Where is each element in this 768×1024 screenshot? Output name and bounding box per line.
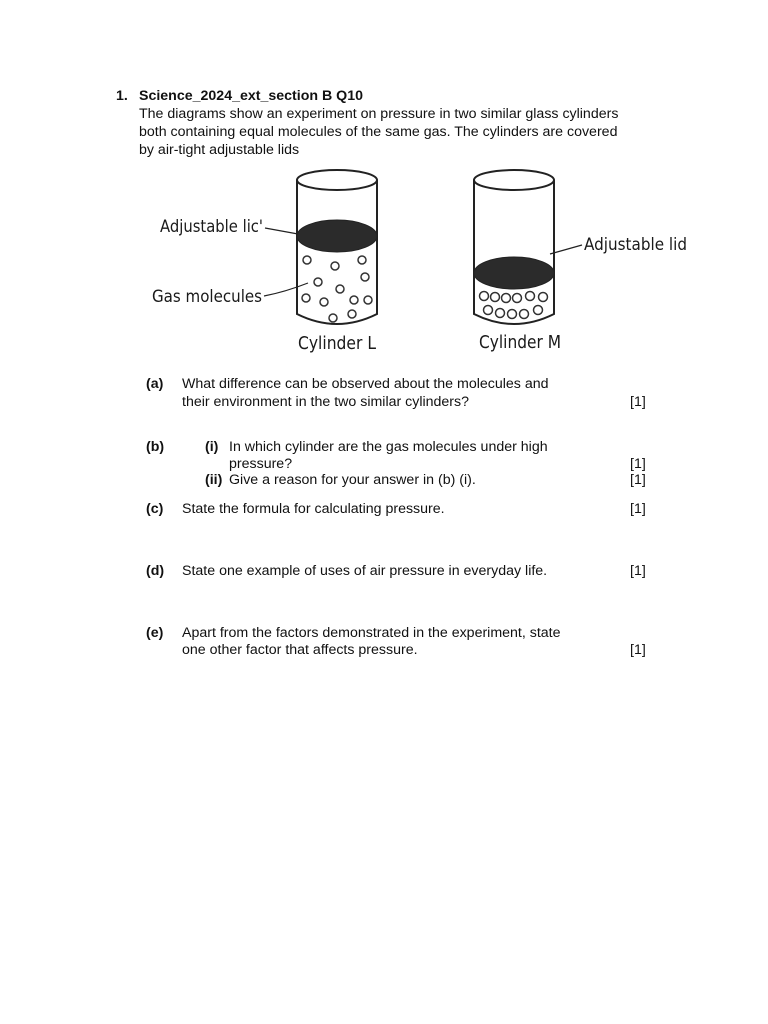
part-c-marks: [1] — [630, 501, 646, 517]
gas-molecule — [361, 273, 369, 281]
part-a-question-line-1: What difference can be observed about the molecules and — [182, 376, 549, 392]
question-intro-line-3: by air-tight adjustable lids — [139, 142, 300, 158]
cylinder-m-lid — [474, 257, 554, 289]
gas-molecule — [320, 298, 328, 306]
part-e-label: (e) — [146, 625, 164, 641]
cylinder-m-rim — [474, 170, 554, 190]
gas-molecule — [331, 262, 339, 270]
experiment-diagram — [140, 162, 700, 362]
cylinder-l-gas-molecules — [302, 256, 372, 322]
gas-molecule — [508, 310, 517, 319]
cylinder-m-body — [474, 180, 554, 324]
gas-molecule — [364, 296, 372, 304]
part-b-label: (b) — [146, 439, 165, 455]
cylinder-l-lid-label: Adjustable lic' — [160, 217, 263, 237]
part-e-question-line-1: Apart from the factors demonstrated in the experiment, state — [182, 625, 561, 641]
cylinder-l-rim — [297, 170, 377, 190]
cylinder-l-lid — [297, 220, 377, 252]
question-intro-line-1: The diagrams show an experiment on pressure in two similar glass cylinders — [139, 106, 619, 122]
part-a-marks: [1] — [630, 394, 646, 410]
gas-molecule — [534, 306, 543, 315]
cylinder-l-molecules-pointer — [264, 283, 308, 296]
part-a-question-line-2: their environment in the two similar cylinders? — [182, 394, 470, 410]
part-a-label: (a) — [146, 376, 164, 392]
cylinder-m-gas-molecules — [480, 292, 548, 319]
gas-molecule — [303, 256, 311, 264]
gas-molecule — [502, 294, 511, 303]
question-number: 1. — [116, 88, 128, 104]
part-d-label: (d) — [146, 563, 165, 579]
part-d-question: State one example of uses of air pressure in everyday life. — [182, 563, 548, 579]
cylinder-l-molecules-label: Gas molecules — [152, 287, 263, 307]
gas-molecule — [348, 310, 356, 318]
part-b-ii-label: (ii) — [205, 472, 223, 488]
cylinder-m-caption: Cylinder M — [479, 332, 561, 353]
cylinder-l — [152, 170, 377, 354]
part-b-ii-question: Give a reason for your answer in (b) (i). — [229, 472, 476, 488]
part-b-i-marks: [1] — [630, 456, 646, 472]
gas-molecule — [539, 293, 548, 302]
part-b-ii-marks: [1] — [630, 472, 646, 488]
question-intro-line-2: both containing equal molecules of the same gas. The cylinders are covered — [139, 124, 618, 140]
part-b-i-question-line-1: In which cylinder are the gas molecules under high — [229, 439, 548, 455]
gas-molecule — [350, 296, 358, 304]
gas-molecule — [513, 294, 522, 303]
gas-molecule — [314, 278, 322, 286]
part-e-marks: [1] — [630, 642, 646, 658]
cylinder-l-caption: Cylinder L — [298, 333, 376, 354]
gas-molecule — [329, 314, 337, 322]
part-c-label: (c) — [146, 501, 164, 517]
part-c-question: State the formula for calculating pressure. — [182, 501, 445, 517]
gas-molecule — [520, 310, 529, 319]
gas-molecule — [480, 292, 489, 301]
gas-molecule — [526, 292, 535, 301]
cylinder-m-lid-label: Adjustable lid — [584, 235, 687, 255]
gas-molecule — [496, 309, 505, 318]
part-b-i-question-line-2: pressure? — [229, 456, 293, 472]
cylinder-l-lid-pointer — [265, 228, 298, 234]
part-e-question-line-2: one other factor that affects pressure. — [182, 642, 418, 658]
gas-molecule — [336, 285, 344, 293]
gas-molecule — [491, 293, 500, 302]
gas-molecule — [484, 306, 493, 315]
cylinder-m — [474, 170, 687, 353]
part-d-marks: [1] — [630, 563, 646, 579]
gas-molecule — [358, 256, 366, 264]
question-title: Science_2024_ext_section B Q10 — [139, 88, 363, 104]
part-b-i-label: (i) — [205, 439, 219, 455]
gas-molecule — [302, 294, 310, 302]
